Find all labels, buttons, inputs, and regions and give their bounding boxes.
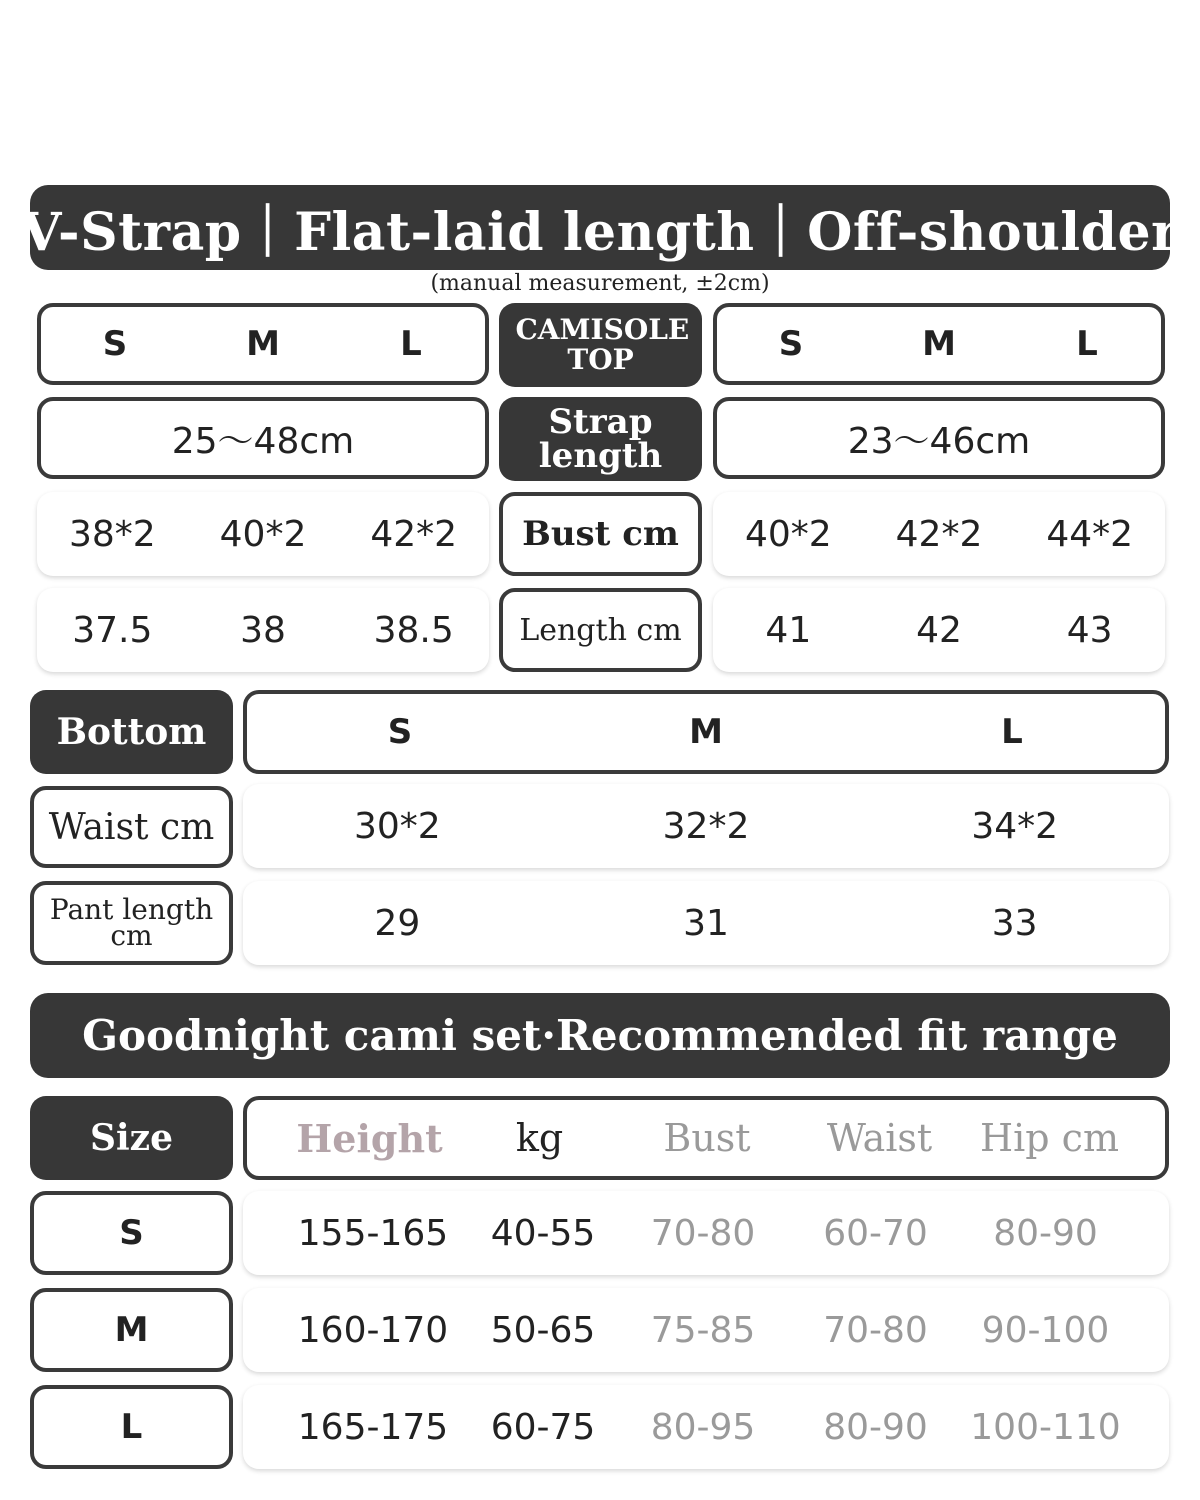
fit-range-banner	[30, 993, 1170, 1078]
value-cell: 34*2	[971, 805, 1059, 847]
value-cell: 38	[240, 609, 286, 651]
left-length-row	[37, 588, 489, 672]
value-cell: 70-80	[823, 1309, 928, 1351]
bottom-size-row	[243, 690, 1169, 774]
pant-length-row	[243, 881, 1169, 965]
value-cell: 38.5	[373, 609, 454, 651]
size-label: M	[922, 324, 956, 364]
value-cell: 40*2	[219, 513, 307, 555]
right-strap-length: 23～46cm	[713, 397, 1165, 479]
value-cell: 37.5	[72, 609, 153, 651]
bottom-label: Bottom	[30, 690, 233, 774]
size-label: S	[102, 324, 128, 364]
value-cell: 41	[765, 609, 812, 651]
waist-row	[243, 784, 1169, 868]
fit-size-m: M	[30, 1288, 233, 1372]
column-header: Waist	[826, 1116, 933, 1160]
value-cell: 90-100	[981, 1309, 1110, 1351]
size-header-label: Size	[30, 1096, 233, 1180]
size-label: L	[1001, 712, 1023, 752]
left-strap-length: 25～48cm	[37, 397, 489, 479]
strap-length-label: Strap length	[499, 397, 702, 481]
value-cell: 160-170	[297, 1309, 449, 1351]
top-left-size-row	[37, 303, 489, 385]
size-label: S	[778, 324, 804, 364]
fit-header-row	[243, 1096, 1169, 1180]
value-cell: 44*2	[1046, 513, 1134, 555]
size-label: L	[400, 324, 422, 364]
top-right-size-row	[713, 303, 1165, 385]
value-cell: 80-90	[993, 1212, 1098, 1254]
value-cell: 42*2	[895, 513, 983, 555]
fit-range-title: Goodnight cami set·Recommended fit range	[82, 1011, 1118, 1060]
title-text: V-Strap｜Flat-laid length｜Off-shoulder	[20, 202, 1180, 263]
fit-size-s: S	[30, 1191, 233, 1275]
value-cell: 43	[1066, 609, 1113, 651]
pant-length-label: Pant length cm	[30, 881, 233, 965]
column-header: Height	[296, 1115, 443, 1161]
value-cell: 33	[991, 902, 1038, 944]
value-cell: 80-95	[650, 1406, 756, 1448]
size-label: M	[246, 324, 280, 364]
measurement-note: (manual measurement, ±2cm)	[430, 270, 770, 296]
column-header: Hip cm	[979, 1116, 1119, 1160]
right-length-row	[713, 588, 1165, 672]
value-cell: 42	[916, 609, 962, 651]
value-cell: 40*2	[744, 513, 832, 555]
title-banner	[20, 185, 1180, 270]
value-cell: 38*2	[68, 513, 156, 555]
size-label: S	[387, 712, 413, 752]
right-bust-row	[713, 492, 1165, 576]
column-header: Bust	[663, 1116, 751, 1160]
camisole-top-label: CAMISOLE TOP	[499, 303, 702, 387]
value-cell: 155-165	[297, 1212, 449, 1254]
fit-row-m	[243, 1288, 1169, 1372]
value-cell: 100-110	[970, 1406, 1121, 1448]
left-bust-row	[37, 492, 489, 576]
size-label: M	[689, 712, 723, 752]
waist-label: Waist cm	[30, 786, 233, 868]
bust-label: Bust cm	[499, 492, 702, 576]
value-cell: 32*2	[662, 805, 750, 847]
fit-row-l	[243, 1385, 1169, 1469]
length-label: Length cm	[499, 588, 702, 672]
fit-row-s	[243, 1191, 1169, 1275]
value-cell: 165-175	[297, 1406, 449, 1448]
value-cell: 60-75	[490, 1406, 596, 1448]
size-label: L	[1076, 324, 1098, 364]
fit-size-l: L	[30, 1385, 233, 1469]
value-cell: 42*2	[370, 513, 458, 555]
value-cell: 40-55	[490, 1212, 596, 1254]
value-cell: 80-90	[823, 1406, 928, 1448]
value-cell: 75-85	[650, 1309, 756, 1351]
value-cell: 29	[374, 902, 421, 944]
value-cell: 30*2	[353, 805, 441, 847]
column-header: kg	[515, 1116, 564, 1160]
value-cell: 50-65	[490, 1309, 596, 1351]
value-cell: 31	[683, 902, 729, 944]
value-cell: 70-80	[650, 1212, 756, 1254]
value-cell: 60-70	[823, 1212, 928, 1254]
